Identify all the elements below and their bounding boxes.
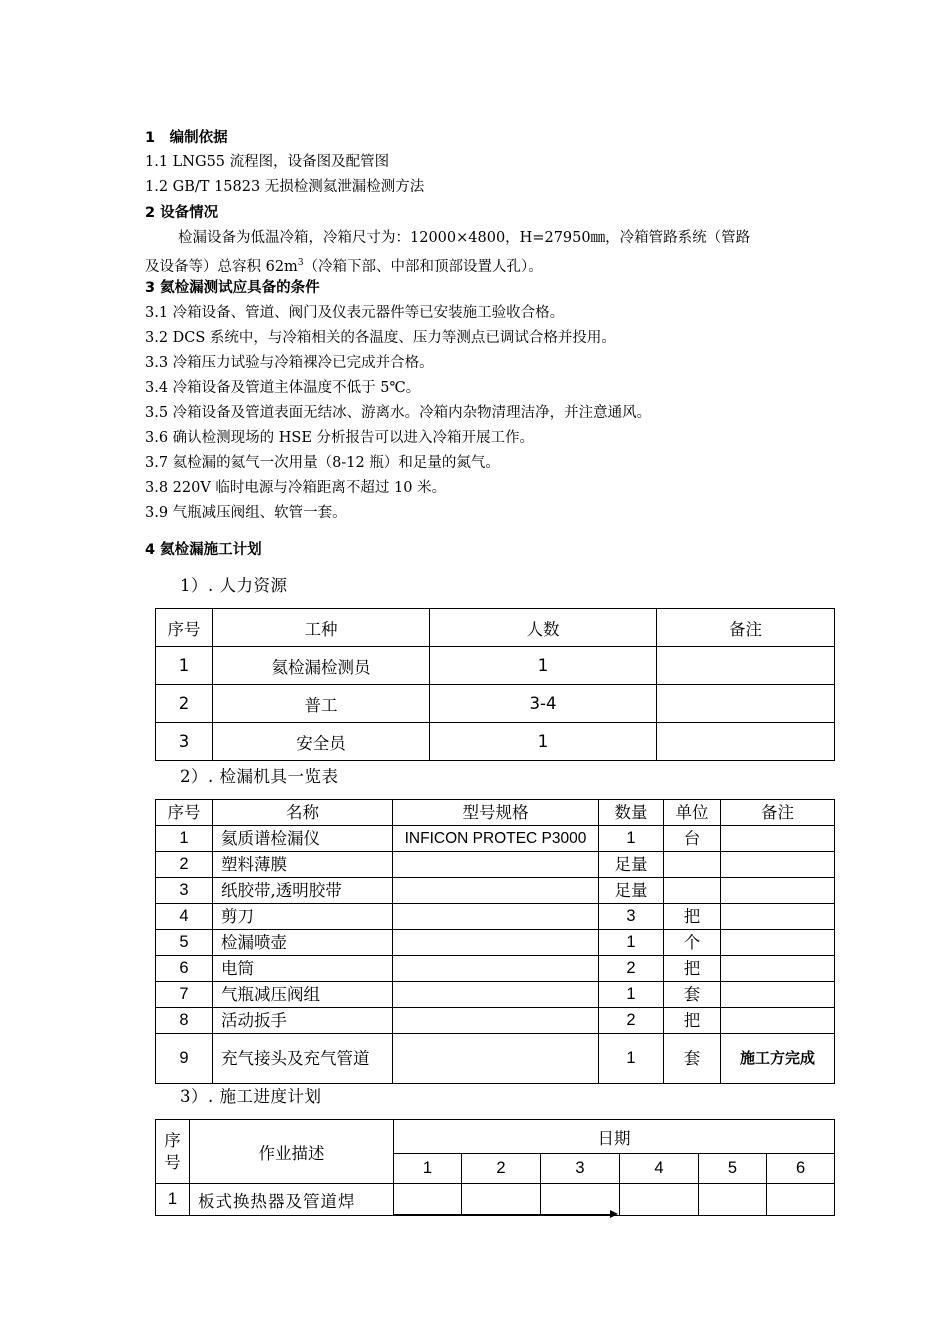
table-cell [721,904,835,930]
condition-item: 3.2 DCS 系统中，与冷箱相关的各温度、压力等测点已调试合格并投用。 [145,330,616,346]
table-cell: 检漏喷壶 [213,930,393,956]
table-cell: 套 [664,982,721,1008]
table-cell: 5 [156,930,213,956]
section-2-title: 2 设备情况 [145,205,219,221]
table-cell [664,878,721,904]
table-cell: 台 [664,826,721,852]
table-cell: 1 [599,826,664,852]
table-cell: 3 [156,723,213,761]
header-cell: 序号 [156,800,213,826]
table-cell: 塑料薄膜 [213,852,393,878]
table-row [156,826,835,852]
table-cell: 4 [156,904,213,930]
table-cell: 足量 [599,878,664,904]
table-cell: 纸胶带,透明胶带 [213,878,393,904]
hr-table [155,608,835,761]
condition-item: 3.9 气瓶减压阀组、软管一套。 [145,505,347,521]
table-cell [721,878,835,904]
table-row [156,647,835,685]
hr-table-title: 1）. 人力资源 [180,576,288,595]
table-cell: 3 [156,878,213,904]
schedule-table [155,1119,835,1216]
tools-table [155,799,835,1084]
header-cell: 备注 [657,609,835,647]
table-cell: 剪刀 [213,904,393,930]
table-cell [393,1008,599,1034]
table-cell: 把 [664,1008,721,1034]
superscript-3: 3 [297,258,304,268]
table-cell: 氦检漏检测员 [213,647,430,685]
table-row [156,1184,835,1216]
gantt-arrowhead [610,1210,618,1218]
header-cell: 序号 [156,609,213,647]
condition-item: 3.8 220V 临时电源与冷箱距离不超过 10 米。 [145,480,447,496]
table-cell: 2 [156,852,213,878]
table-cell [721,930,835,956]
table-cell: 足量 [599,852,664,878]
table-header-row [156,800,835,826]
header-cell: 名称 [213,800,393,826]
table-cell: 普工 [213,685,430,723]
condition-item: 3.7 氦检漏的氦气一次用量（8-12 瓶）和足量的氮气。 [145,455,500,471]
table-cell: 1 [430,723,657,761]
section-2-paragraph-line-2 [145,253,543,277]
table-cell [657,723,835,761]
header-cell: 型号规格 [393,800,599,826]
table-cell: 把 [664,904,721,930]
header-cell: 数量 [599,800,664,826]
section-2-paragraph-line-1: 检漏设备为低温冷箱，冷箱尺寸为：12000×4800，H=27950㎜，冷箱管路系统（管路 [178,230,751,246]
section-2-paragraph-text-a: 及设备等）总容积 62m [145,258,298,275]
table-cell [393,1034,599,1084]
condition-item: 3.4 冷箱设备及管道主体温度不低于 5℃。 [145,380,421,396]
table-row [156,982,835,1008]
condition-item: 3.6 确认检测现场的 HSE 分析报告可以进入冷箱开展工作。 [145,430,535,446]
day-cell [767,1184,835,1216]
table-cell: 2 [599,1008,664,1034]
table-header-row [156,1120,835,1154]
table-cell: 3 [599,904,664,930]
day-header-cell: 3 [541,1154,620,1184]
table-cell [721,956,835,982]
table-cell [393,930,599,956]
table-row [156,1008,835,1034]
header-cell: 工种 [213,609,430,647]
table-cell: 1 [156,1184,190,1216]
tools-table-title: 2）. 检漏机具一览表 [180,767,339,786]
table-cell: 电筒 [213,956,393,982]
table-cell: 1 [599,1034,664,1084]
header-cell-seq [156,1120,190,1184]
table-cell: 套 [664,1034,721,1084]
table-cell: 1 [156,647,213,685]
table-cell [657,685,835,723]
table-row [156,852,835,878]
table-row [156,723,835,761]
section-1-title: 1 编制依据 [145,130,228,146]
table-cell: 安全员 [213,723,430,761]
table-cell: 气瓶减压阀组 [213,982,393,1008]
table-row [156,956,835,982]
day-header-cell: 1 [394,1154,462,1184]
header-cell: 备注 [721,800,835,826]
table-cell [664,852,721,878]
table-cell: 8 [156,1008,213,1034]
table-cell: 氦质谱检漏仪 [213,826,393,852]
table-cell [721,852,835,878]
table-header-row [156,609,835,647]
table-cell [393,852,599,878]
day-cell [699,1184,767,1216]
day-cell [541,1184,620,1216]
table-cell: 6 [156,956,213,982]
day-header-cell: 2 [462,1154,541,1184]
header-cell: 人数 [430,609,657,647]
section-1-2: 1.2 GB/T 15823 无损检测氦泄漏检测方法 [145,179,425,195]
header-cell: 单位 [664,800,721,826]
day-header-cell: 4 [620,1154,699,1184]
day-cell [462,1184,541,1216]
table-cell: 7 [156,982,213,1008]
table-row [156,904,835,930]
day-header-cell: 5 [699,1154,767,1184]
section-2-paragraph-text-b: （冷箱下部、中部和顶部设置人孔）。 [303,258,543,275]
condition-item: 3.3 冷箱压力试验与冷箱裸冷已完成并合格。 [145,355,434,371]
table-row [156,930,835,956]
table-cell [657,647,835,685]
table-cell [721,1008,835,1034]
table-cell: 3-4 [430,685,657,723]
table-cell: 充气接头及充气管道 [213,1034,393,1084]
schedule-table-title: 3）. 施工进度计划 [180,1087,322,1106]
day-cell [394,1184,462,1216]
table-row [156,685,835,723]
table-cell: 1 [599,982,664,1008]
table-cell [393,956,599,982]
section-3-title: 3 氦检漏测试应具备的条件 [145,280,320,296]
section-4-title: 4 氦检漏施工计划 [145,542,262,558]
day-header-cell: 6 [767,1154,835,1184]
header-cell-date: 日期 [394,1120,835,1154]
section-1-1: 1.1 LNG55 流程图，设备图及配管图 [145,154,390,170]
table-cell: 施工方完成 [721,1034,835,1084]
table-cell [393,878,599,904]
header-cell-description: 作业描述 [190,1120,394,1184]
table-cell: 活动扳手 [213,1008,393,1034]
table-cell: 9 [156,1034,213,1084]
table-row [156,878,835,904]
table-cell: INFICON PROTEC P3000 [393,826,599,852]
table-cell: 2 [156,685,213,723]
table-row [156,1034,835,1084]
table-cell: 把 [664,956,721,982]
table-cell [393,904,599,930]
table-cell: 1 [156,826,213,852]
table-cell: 个 [664,930,721,956]
seq-header-text: 序号 [164,1130,181,1172]
table-cell [721,982,835,1008]
table-cell: 1 [599,930,664,956]
day-cell [620,1184,699,1216]
table-cell: 1 [430,647,657,685]
condition-item: 3.5 冷箱设备及管道表面无结冰、游离水。冷箱内杂物清理洁净，并注意通风。 [145,405,652,421]
condition-item: 3.1 冷箱设备、管道、阀门及仪表元器件等已安装施工验收合格。 [145,305,565,321]
table-cell: 2 [599,956,664,982]
gantt-bar [394,1214,612,1215]
table-cell [393,982,599,1008]
table-cell [721,826,835,852]
table-cell: 板式换热器及管道焊 [190,1184,394,1216]
